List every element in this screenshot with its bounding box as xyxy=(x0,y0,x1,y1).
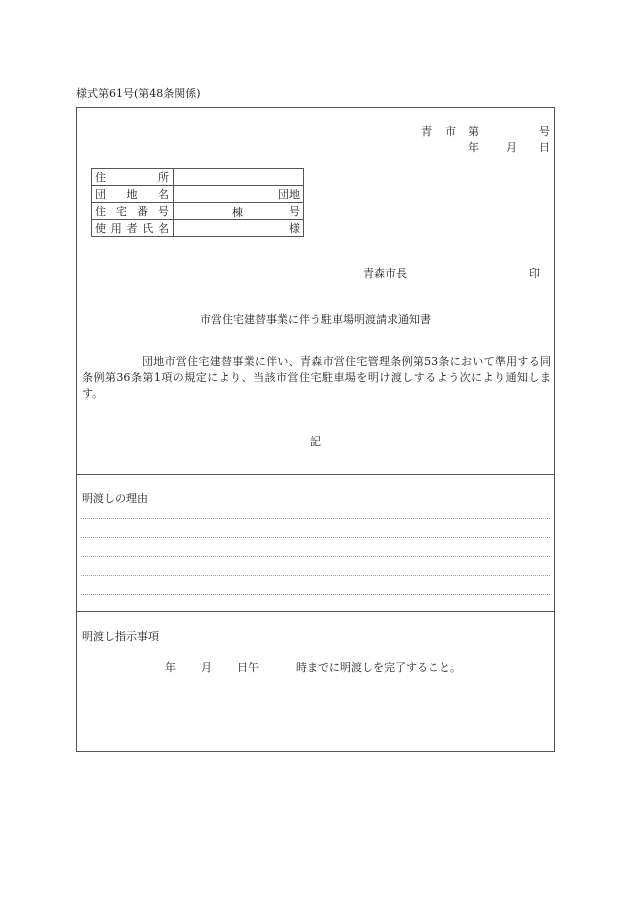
reason-line[interactable] xyxy=(81,575,550,576)
address-field[interactable] xyxy=(174,169,304,186)
deadline-month: 月 xyxy=(201,661,212,674)
danchi-name-field[interactable] xyxy=(174,186,304,203)
recipient-info-table xyxy=(91,168,304,237)
label-user-name: 使用者氏名 xyxy=(95,222,169,235)
ki-mark: 記 xyxy=(310,435,321,448)
reason-line[interactable] xyxy=(81,518,550,519)
info-row-housing-number xyxy=(92,203,304,220)
instruction-heading: 明渡し指示事項 xyxy=(82,630,159,643)
date-year: 年 xyxy=(468,141,479,154)
reason-line[interactable] xyxy=(81,556,550,557)
label-danchi-name: 団地名 xyxy=(95,188,169,201)
reason-heading: 明渡しの理由 xyxy=(82,492,148,505)
notice-form xyxy=(76,107,555,752)
danchi-unit: 団地 xyxy=(278,188,300,201)
info-row-danchi xyxy=(92,186,304,203)
label-housing-number: 住宅番号 xyxy=(95,205,169,218)
date-month: 月 xyxy=(506,141,517,154)
section-divider xyxy=(77,611,554,612)
date-day: 日 xyxy=(539,141,550,154)
building-unit: 棟 xyxy=(232,206,243,219)
doc-number-ao: 青 xyxy=(421,125,432,138)
document-title: 市営住宅建替事業に伴う駐車場明渡請求通知書 xyxy=(200,313,431,326)
user-name-field[interactable] xyxy=(174,220,304,237)
section-divider xyxy=(77,474,554,475)
form-caption: 様式第61号(第48条関係) xyxy=(76,87,201,100)
doc-number-dai: 第 xyxy=(468,125,479,138)
reason-line[interactable] xyxy=(81,594,550,595)
info-row-user-name xyxy=(92,220,304,237)
notice-body: 団地市営住宅建替事業に伴い、青森市営住宅管理条例第53条において準用する同条例第36条第1項の規定により、当該市営住宅駐車場を明け渡しするよう次により通知します。 xyxy=(82,355,551,400)
number-unit: 号 xyxy=(289,205,300,218)
label-address: 住所 xyxy=(95,171,169,184)
deadline-year: 年 xyxy=(165,661,176,674)
deadline-text: 時までに明渡しを完了すること。 xyxy=(296,661,461,674)
deadline-day-am: 日午 xyxy=(237,661,259,674)
reason-line[interactable] xyxy=(81,537,550,538)
housing-number-field[interactable] xyxy=(174,203,304,220)
doc-number-go: 号 xyxy=(539,125,550,138)
issuer-name: 青森市長 xyxy=(363,267,407,280)
info-row-address xyxy=(92,169,304,186)
honorific-unit: 様 xyxy=(289,222,300,235)
doc-number-shi: 市 xyxy=(445,125,456,138)
seal-mark: 印 xyxy=(529,267,540,280)
